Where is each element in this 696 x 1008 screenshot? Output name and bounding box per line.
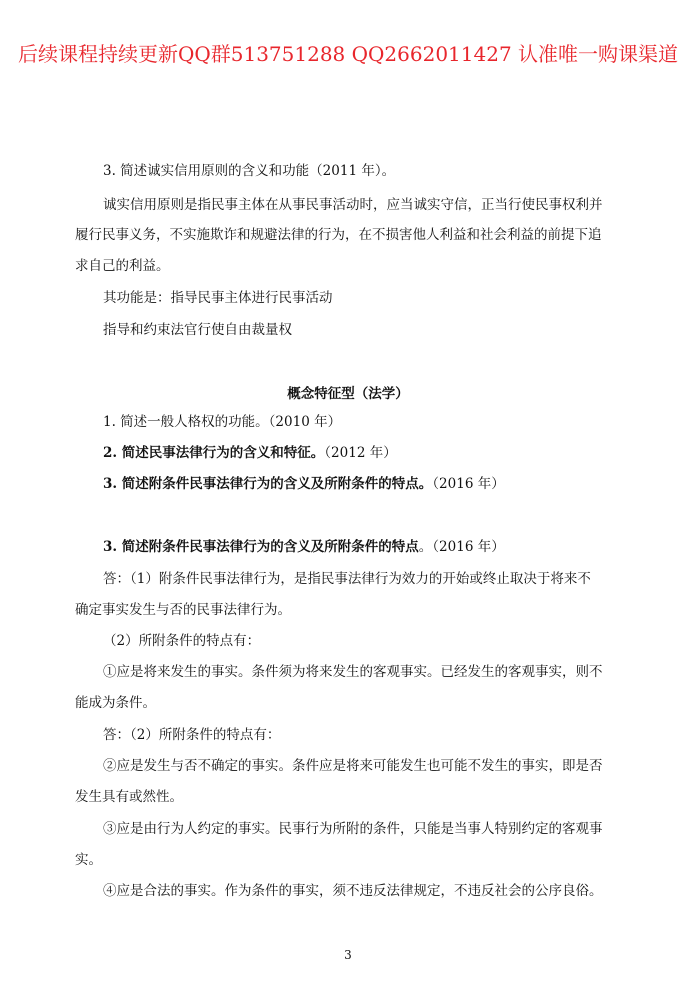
point-4-line-1: ④应是合法的事实。作为条件的事实，须不违反法律规定，不违反社会的公序良俗。 xyxy=(103,883,603,899)
answer-title-year: 。（2016 年） xyxy=(418,539,505,555)
q3-paragraph-line-1: 诚实信用原则是指民事主体在从事民事活动时，应当诚实守信，正当行使民事权利并 xyxy=(103,197,603,213)
q3-function-line-1: 其功能是：指导民事主体进行民事活动 xyxy=(103,290,333,306)
list-item-3-year: （2016 年） xyxy=(432,476,505,492)
q3-function-line-2: 指导和约束法官行使自由裁量权 xyxy=(103,322,292,338)
q3-paragraph-line-3: 求自己的利益。 xyxy=(75,258,170,274)
point-1-line-1: ①应是将来发生的事实。条件须为将来发生的客观事实。已经发生的客观事实，则不 xyxy=(103,664,603,680)
point-2-line-1: ②应是发生与否不确定的事实。条件应是将来可能发生也可能不发生的事实，即是否 xyxy=(103,758,603,774)
answer-1-line-2: 确定事实发生与否的民事法律行为。 xyxy=(75,602,291,618)
list-item-2-year: （2012 年） xyxy=(324,445,397,461)
list-item-2-text: 2. 简述民事法律行为的含义和特征。 xyxy=(103,445,325,461)
answer-2-heading-repeat: 答：（2）所附条件的特点有： xyxy=(103,727,281,743)
page-number: 3 xyxy=(344,948,352,962)
answer-1-line-1: 答：（1）附条件民事法律行为，是指民事法律行为效力的开始或终止取决于将来不 xyxy=(103,571,591,587)
answer-title xyxy=(103,538,505,556)
answer-2-heading: （2）所附条件的特点有： xyxy=(103,633,261,649)
list-item-3 xyxy=(103,475,505,493)
watermark-banner: 后续课程持续更新QQ群513751288 QQ2662011427 认准唯一购课渠道 xyxy=(17,42,679,66)
list-item-1: 1. 简述一般人格权的功能。（2010 年） xyxy=(103,414,342,430)
point-3-line-1: ③应是由行为人约定的事实。民事行为所附的条件，只能是当事人特别约定的客观事 xyxy=(103,821,603,837)
point-1-line-2: 能成为条件。 xyxy=(75,695,156,711)
question-3-title: 3. 简述诚实信用原则的含义和功能（2011 年）。 xyxy=(103,163,396,179)
list-item-3-text: 3. 简述附条件民事法律行为的含义及所附条件的特点。 xyxy=(103,476,433,492)
point-2-line-2: 发生具有或然性。 xyxy=(75,789,183,805)
point-3-line-2: 实。 xyxy=(75,852,102,868)
section-title: 概念特征型（法学） xyxy=(287,386,409,402)
answer-title-text: 3. 简述附条件民事法律行为的含义及所附条件的特点 xyxy=(103,539,419,555)
list-item-2 xyxy=(103,444,397,462)
q3-paragraph-line-2: 履行民事义务，不实施欺诈和规避法律的行为，在不损害他人利益和社会利益的前提下追 xyxy=(75,227,602,243)
